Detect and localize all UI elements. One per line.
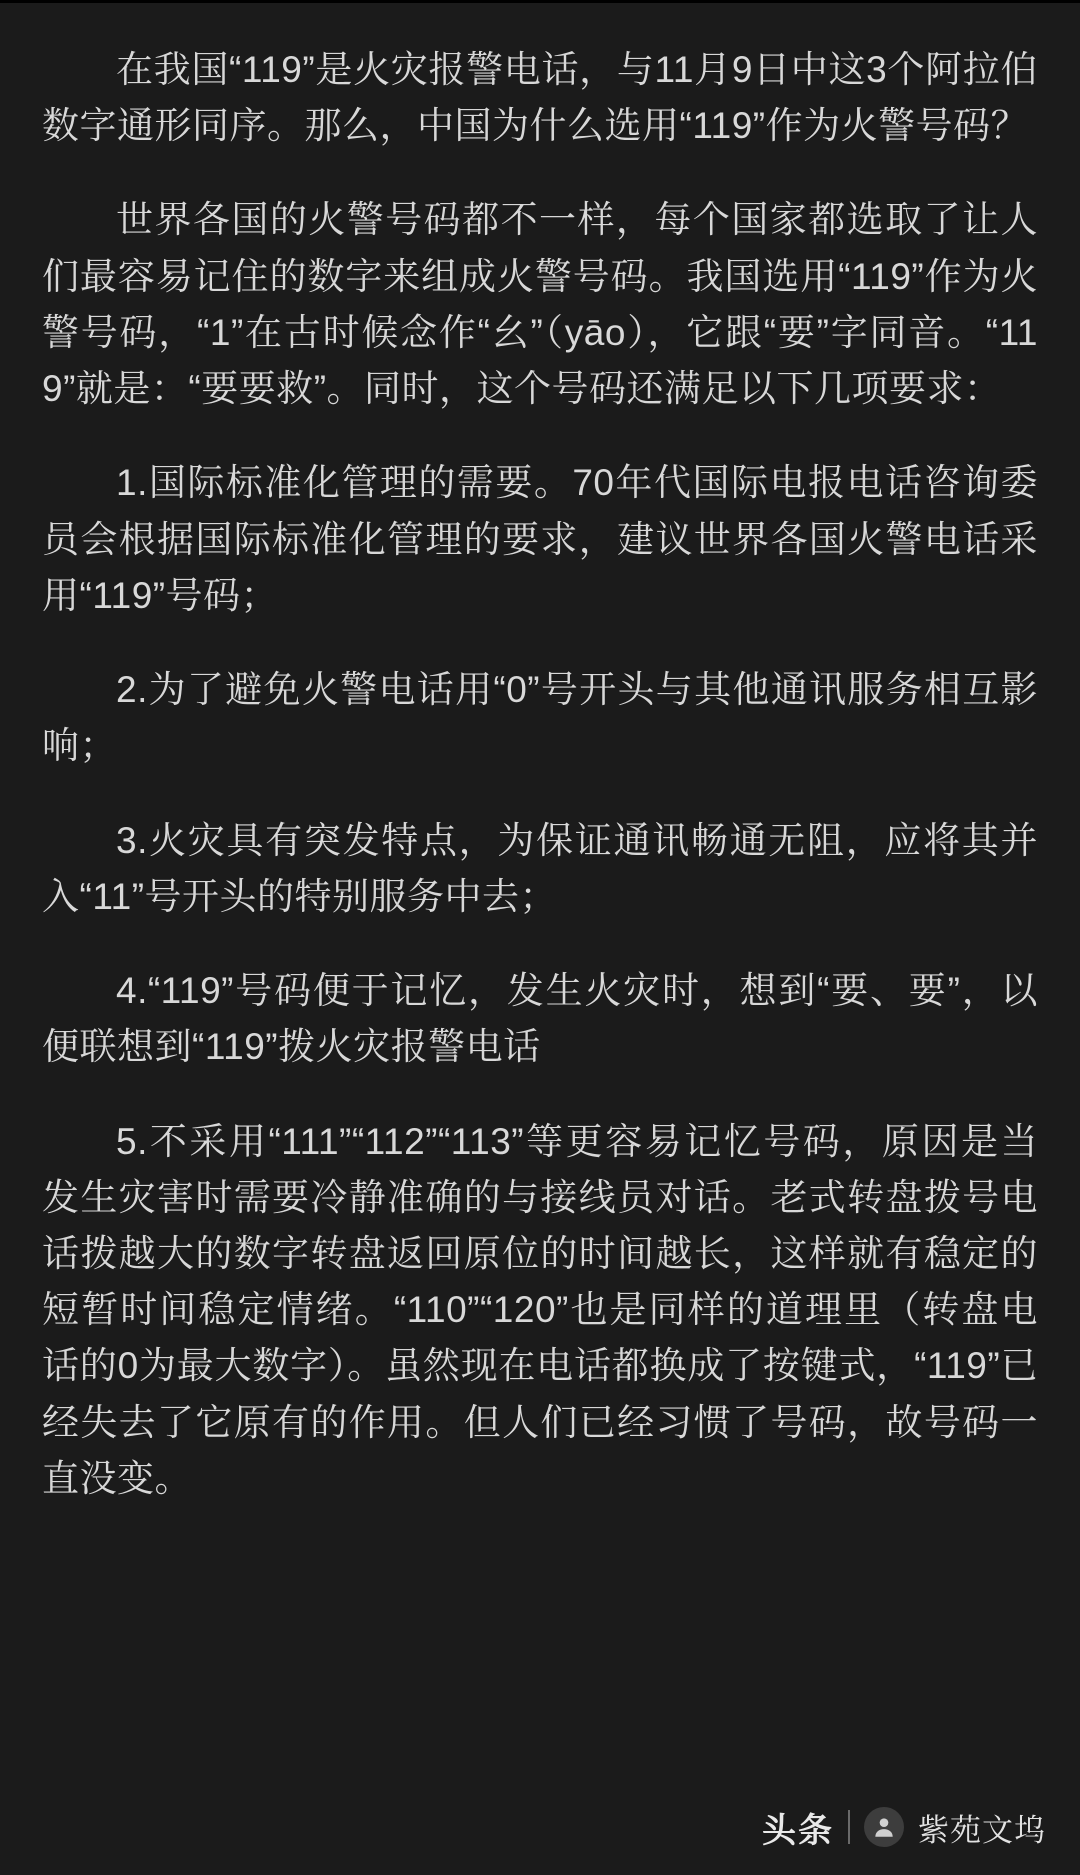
article-body	[42, 18, 1038, 1507]
paragraph: 3.火灾具有突发特点，为保证通讯畅通无阻，应将其并入“11”号开头的特别服务中去；	[42, 819, 1038, 917]
user-avatar-icon	[864, 1807, 904, 1847]
brand-watermark	[762, 1803, 1046, 1852]
paragraph: 5.不采用“111”“112”“113”等更容易记忆号码，原因是当发生灾害时需要冷静准确的与接线员对话。老式转盘拨号电话拨越大的数字转盘返回原位的时间越长，这样就有稳定的短暂时间稳定情绪。“110”“120”也是同样的道理里（转盘电话的0为最大数字）。虽然现在电话都换成了按键式，“119”已经失去了它原有的作用。但人们已经习惯了号码，故号码一直没变。	[42, 1120, 1038, 1499]
paragraph: 2.为了避免火警电话用“0”号开头与其他通讯服务相互影响；	[42, 669, 1038, 767]
paragraph: 世界各国的火警号码都不一样，每个国家都选取了让人们最容易记住的数字来组成火警号码。我国选用“119”作为火警号码，“1”在古时候念作“幺”（yāo），它跟“要”字同音。“119”就是：“要要救”。同时，这个号码还满足以下几项要求：	[42, 199, 1038, 410]
brand-divider	[848, 1810, 850, 1844]
top-divider	[0, 0, 1080, 3]
paragraph: 4.“119”号码便于记忆，发生火灾时，想到“要、要”，以便联想到“119”拨火灾报警电话	[42, 970, 1038, 1068]
paragraph: 在我国“119”是火灾报警电话，与11月9日中这3个阿拉伯数字通形同序。那么，中国为什么选用“119”作为火警号码？	[42, 49, 1038, 147]
account-name: 紫苑文坞	[918, 1812, 1046, 1848]
paragraph: 1.国际标准化管理的需要。70年代国际电报电话咨询委员会根据国际标准化管理的要求，建议世界各国火警电话采用“119”号码；	[42, 462, 1038, 616]
toutiao-logo: 头条	[762, 1811, 834, 1850]
watermark-footer	[0, 1779, 1080, 1875]
